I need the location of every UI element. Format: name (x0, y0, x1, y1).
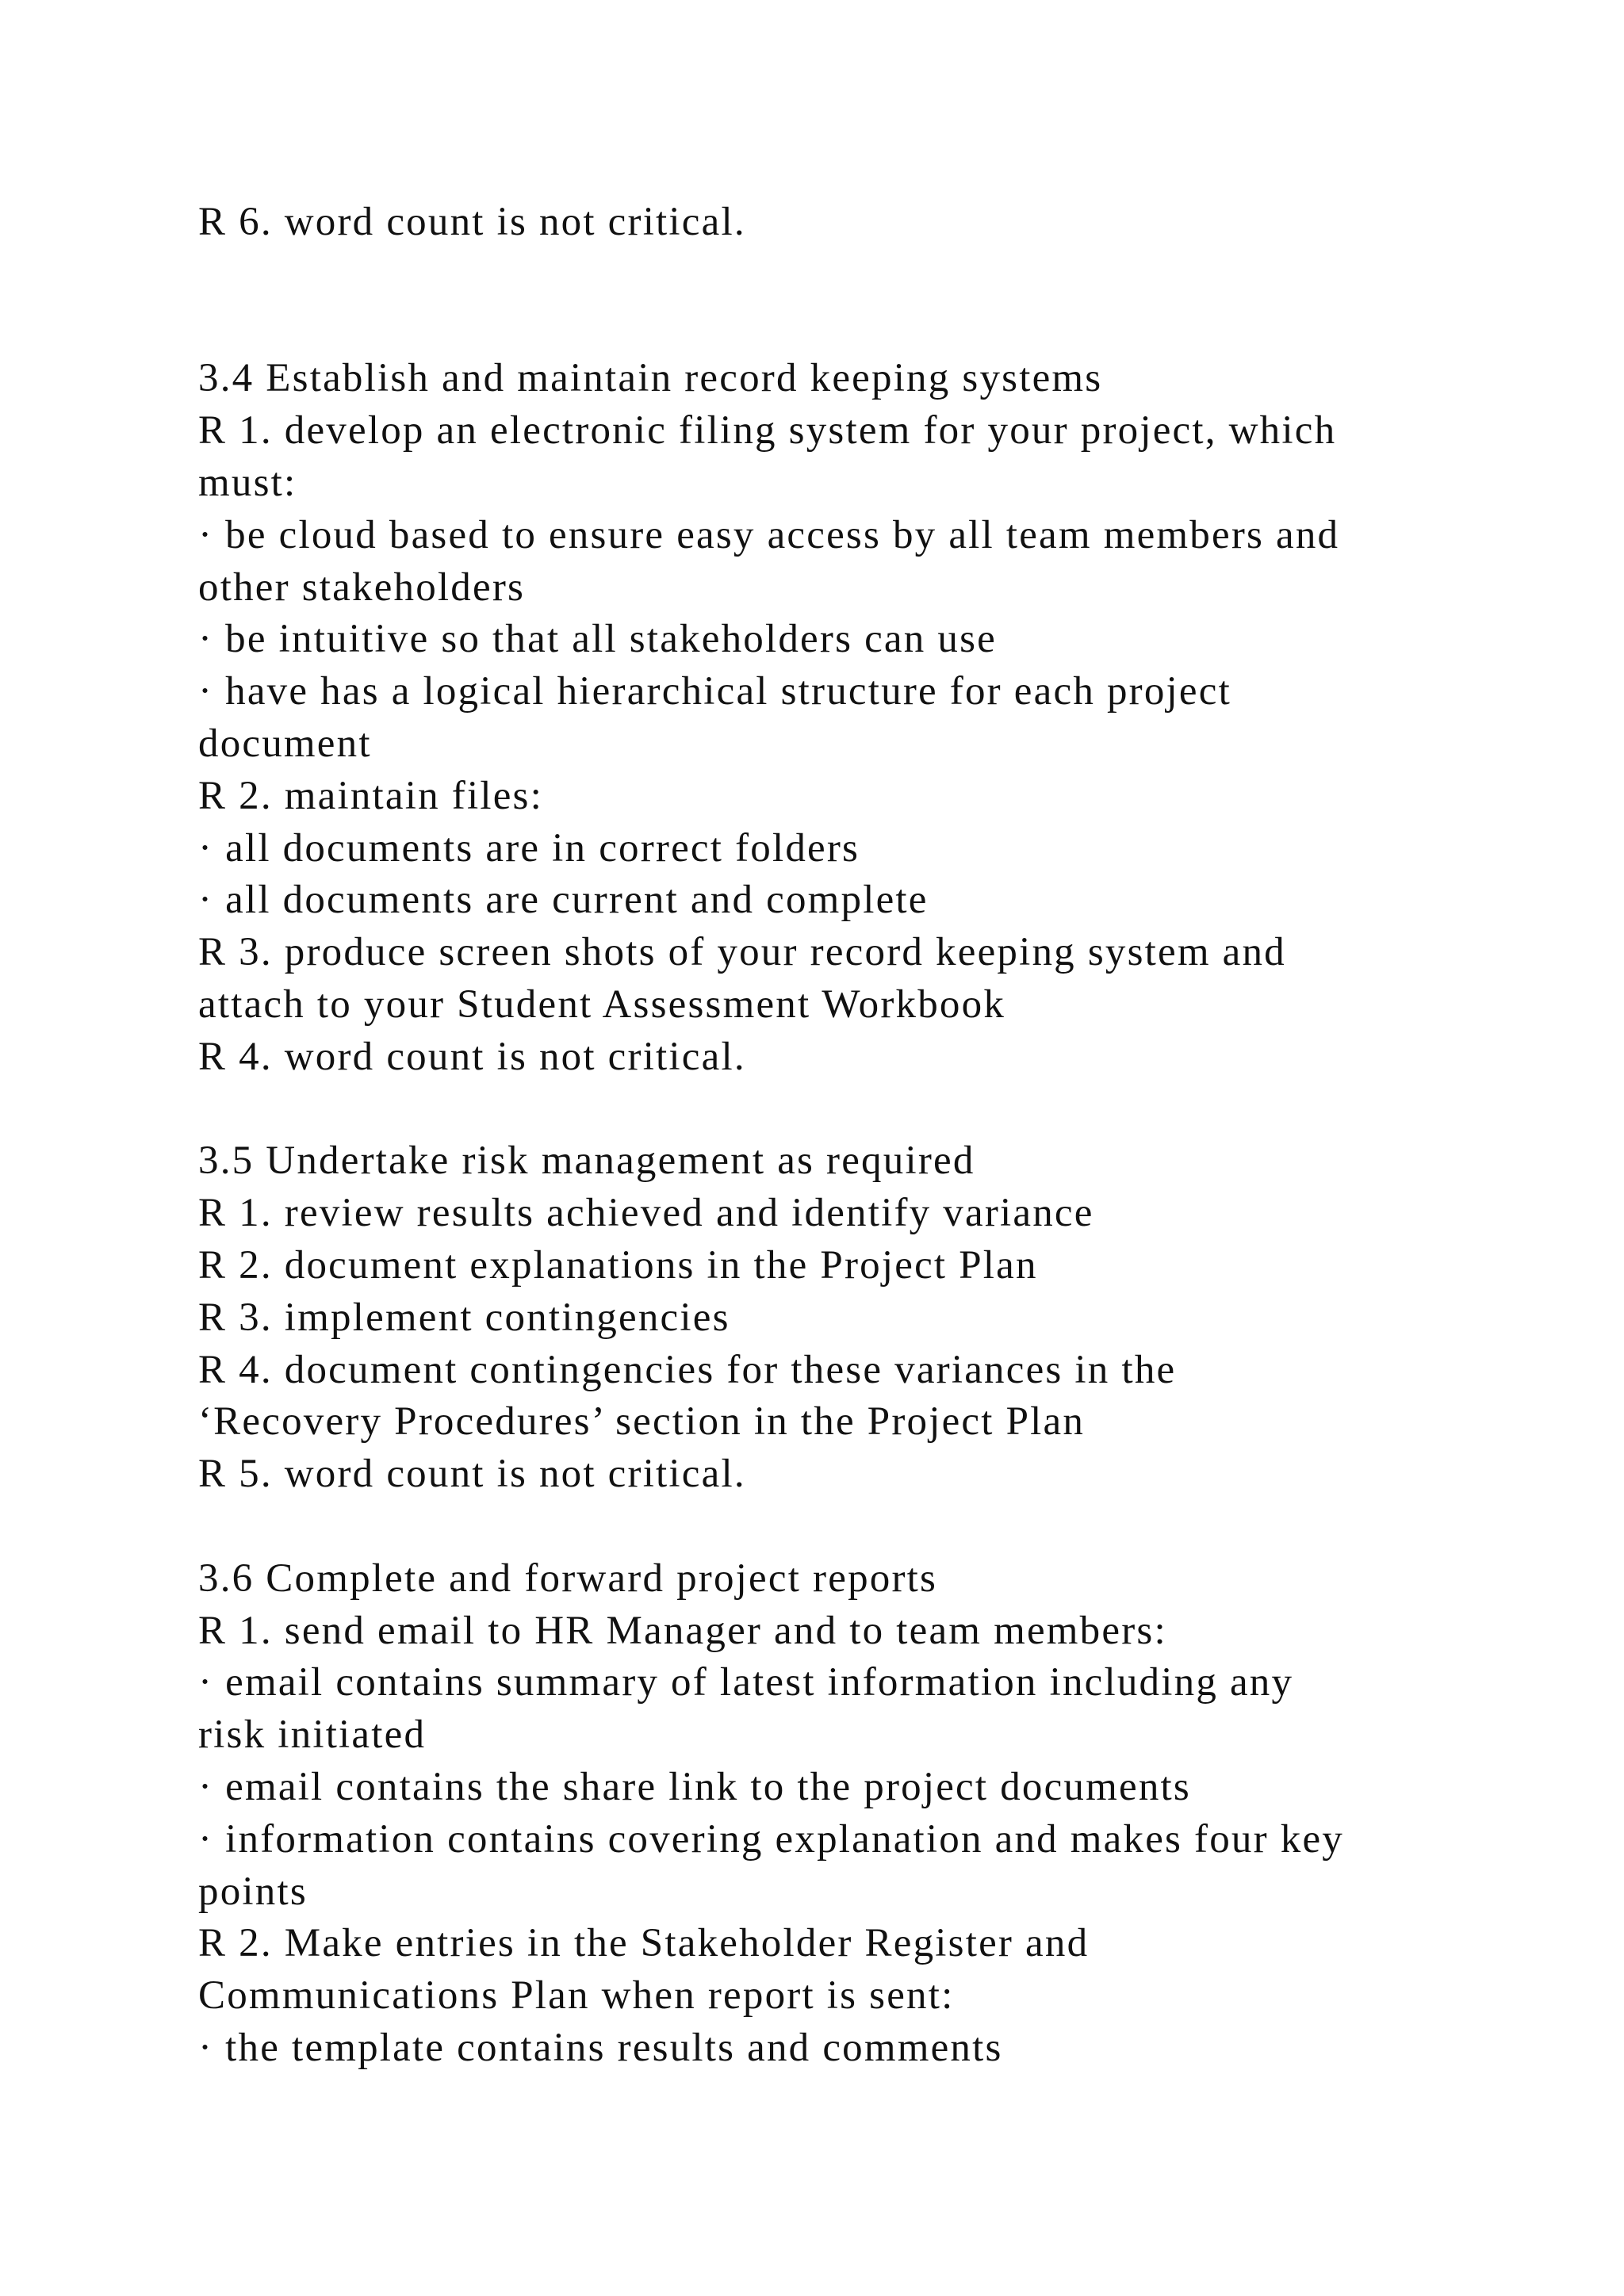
section-heading: 3.4 Establish and maintain record keeping systems (198, 356, 1103, 401)
section-line: R 2. Make entries in the Stakeholder Register and (198, 1921, 1090, 1966)
section-line: document (198, 721, 372, 766)
section-line: R 4. document contingencies for these variances in the (198, 1347, 1177, 1392)
section-line: R 5. word count is not critical. (198, 1452, 746, 1497)
section-line: R 1. send email to HR Manager and to team members: (198, 1608, 1167, 1653)
section-line: · email contains summary of latest information including any (198, 1660, 1294, 1705)
section-line: · email contains the share link to the project documents (198, 1764, 1191, 1809)
section-line: · all documents are current and complete (198, 878, 929, 923)
section-line: Communications Plan when report is sent: (198, 1973, 955, 2019)
section-line: R 2. maintain files: (198, 773, 543, 818)
section-line: points (198, 1869, 308, 1914)
section-line: R 2. document explanations in the Project Plan (198, 1242, 1038, 1288)
section-line: · the template contains results and comments (198, 2025, 1003, 2070)
section-line: · all documents are in correct folders (198, 825, 860, 871)
section-line: attach to your Student Assessment Workbook (198, 982, 1006, 1027)
section-spacer (198, 249, 1467, 354)
section-line: · be cloud based to ensure easy access by all team members and (198, 512, 1340, 557)
section-line: R 3. produce screen shots of your record keeping system and (198, 930, 1286, 975)
section-line: · have has a logical hierarchical structure for each project (198, 669, 1231, 714)
section-line: risk initiated (198, 1712, 427, 1758)
section-line: R 4. word count is not critical. (198, 1034, 746, 1079)
section-line: ‘Recovery Procedures’ section in the Project Plan (198, 1399, 1086, 1445)
section-spacer (198, 1084, 1467, 1136)
section-line: · information contains covering explanation and makes four key (198, 1816, 1344, 1862)
section-line: R 1. develop an electronic filing system for your project, which (198, 408, 1337, 453)
section-line: other stakeholders (198, 564, 526, 610)
section-line: R 3. implement contingencies (198, 1295, 730, 1340)
section-heading: 3.5 Undertake risk management as required (198, 1138, 975, 1184)
section-line: must: (198, 460, 297, 505)
intro-line: R 6. word count is not critical. (198, 200, 746, 244)
section-line: · be intuitive so that all stakeholders can use (198, 617, 997, 662)
section-line: R 1. review results achieved and identify variance (198, 1191, 1094, 1236)
section-spacer (198, 1501, 1467, 1553)
section-heading: 3.6 Complete and forward project reports (198, 1556, 938, 1601)
document-body (198, 197, 1467, 2075)
